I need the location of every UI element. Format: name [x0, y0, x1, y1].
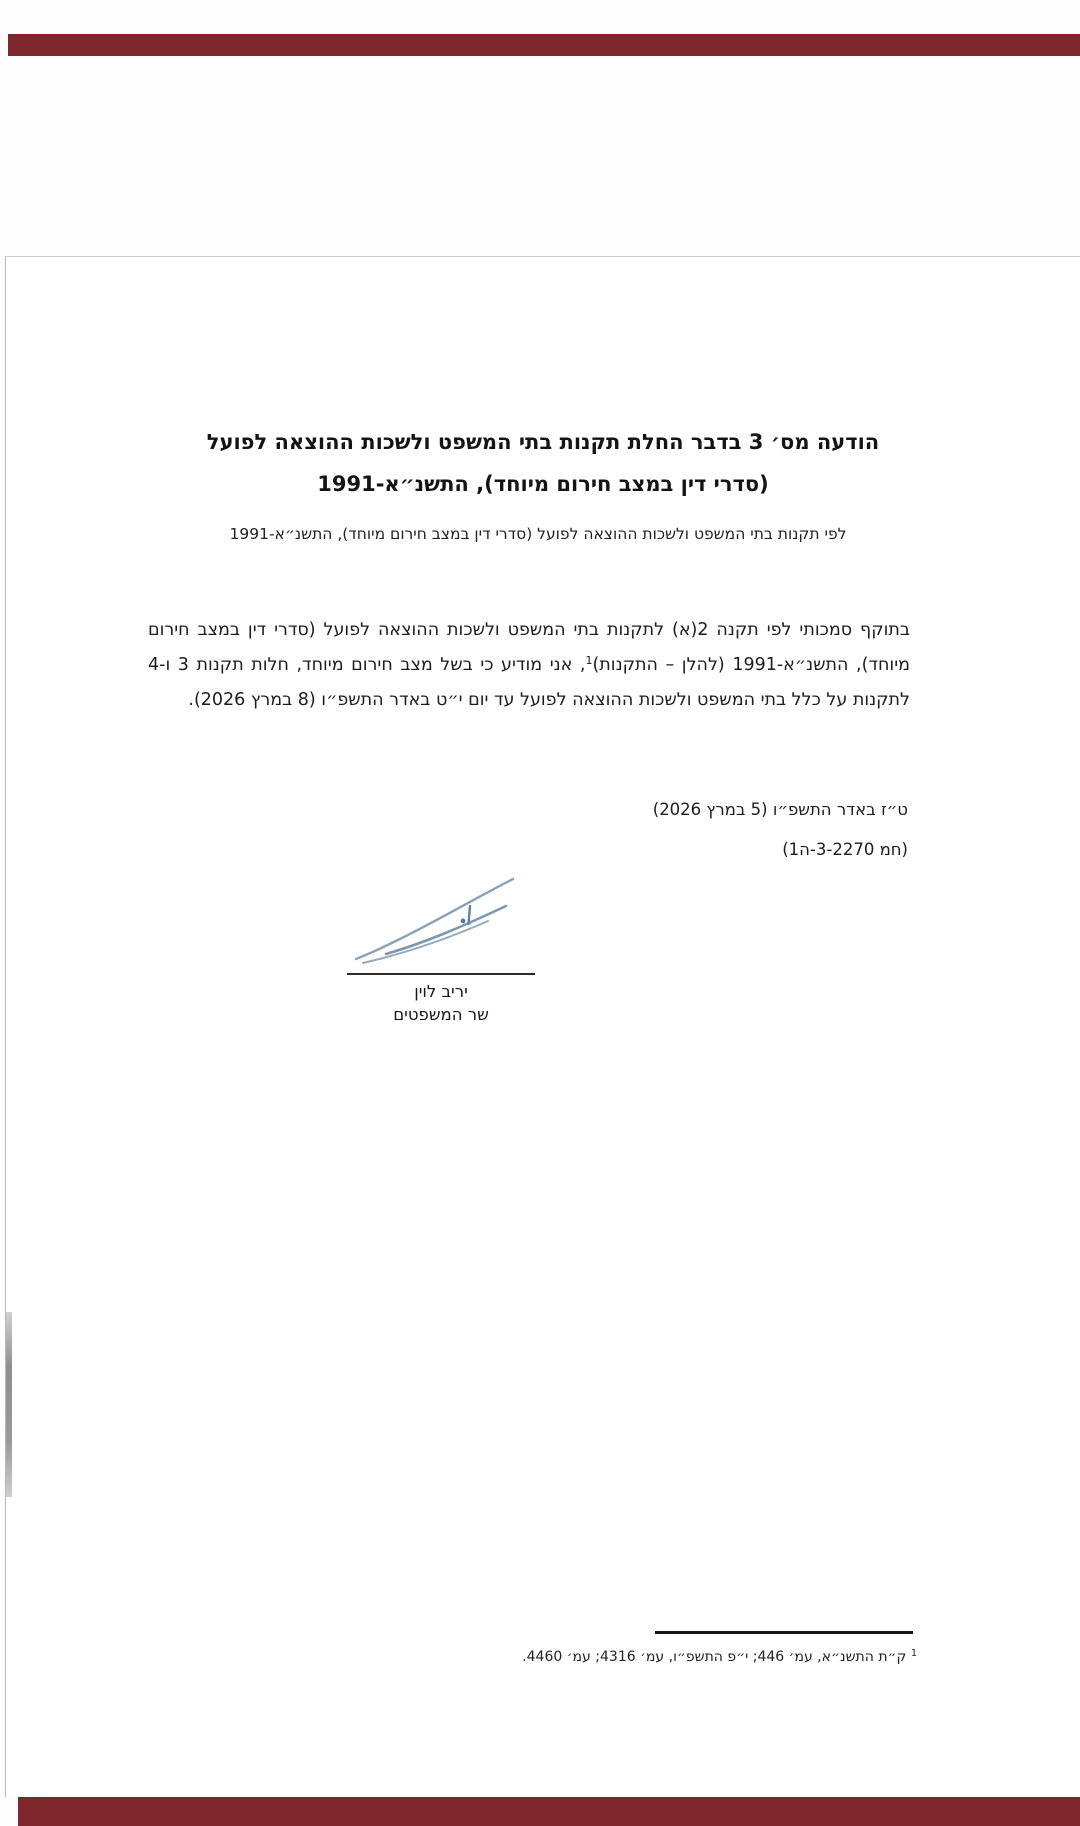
signature-block	[336, 857, 546, 1027]
hebrew-date-line: ט״ז באדר התשפ״ו (5 במרץ 2026)	[652, 800, 908, 819]
notice-body-paragraph	[148, 613, 910, 718]
body-text-part1: בתוקף סמכותי לפי תקנה 2(א) לתקנות בתי המשפט ולשכות ההוצאה לפועל (סדרי דין במצב חירום מיוחד), התשנ״א-1991 (להלן – התקנות)	[148, 619, 911, 675]
notice-title: הודעה מס׳ 3 בדבר החלת תקנות בתי המשפט ולשכות ההוצאה לפועל (סדרי דין במצב חירום מיוחד), התשנ״א-1991	[206, 430, 880, 496]
scan-edge-shadow	[6, 1312, 12, 1497]
body-text-part2: , אני מודיע כי בשל מצב חירום מיוחד, חלות תקנות 3 ו-4 לתקנות על כלל בתי המשפט ולשכות ההוצאה לפועל עד יום י״ט באדר התשפ״ו (8 במרץ 2026).	[148, 654, 910, 710]
footnote-number: 1	[910, 1648, 917, 1659]
document-page	[5, 256, 1080, 1797]
top-page-divider-bar	[8, 34, 1080, 56]
file-reference-line: (חמ 3-2270-ה1)	[782, 840, 908, 859]
signer-name: יריב לוין	[414, 982, 468, 1001]
signature-underline	[347, 973, 535, 975]
notice-subtitle: לפי תקנות בתי המשפט ולשכות ההוצאה לפועל (סדרי דין במצב חירום מיוחד), התשנ״א-1991	[229, 525, 847, 543]
date-block	[653, 797, 908, 877]
footnote-separator-line	[655, 1631, 913, 1634]
footnote	[497, 1644, 917, 1667]
footnote-reference-superscript: 1	[585, 653, 593, 667]
handwritten-signature-image	[336, 857, 546, 969]
footnote-text: ק״ת התשנ״א, עמ׳ 446; י״פ התשפ״ו, עמ׳ 4316; עמ׳ 4460.	[522, 1649, 907, 1665]
footnote-block	[497, 1631, 917, 1667]
signer-title: שר המשפטים	[393, 1005, 489, 1024]
bottom-page-divider-bar	[18, 1797, 1080, 1826]
